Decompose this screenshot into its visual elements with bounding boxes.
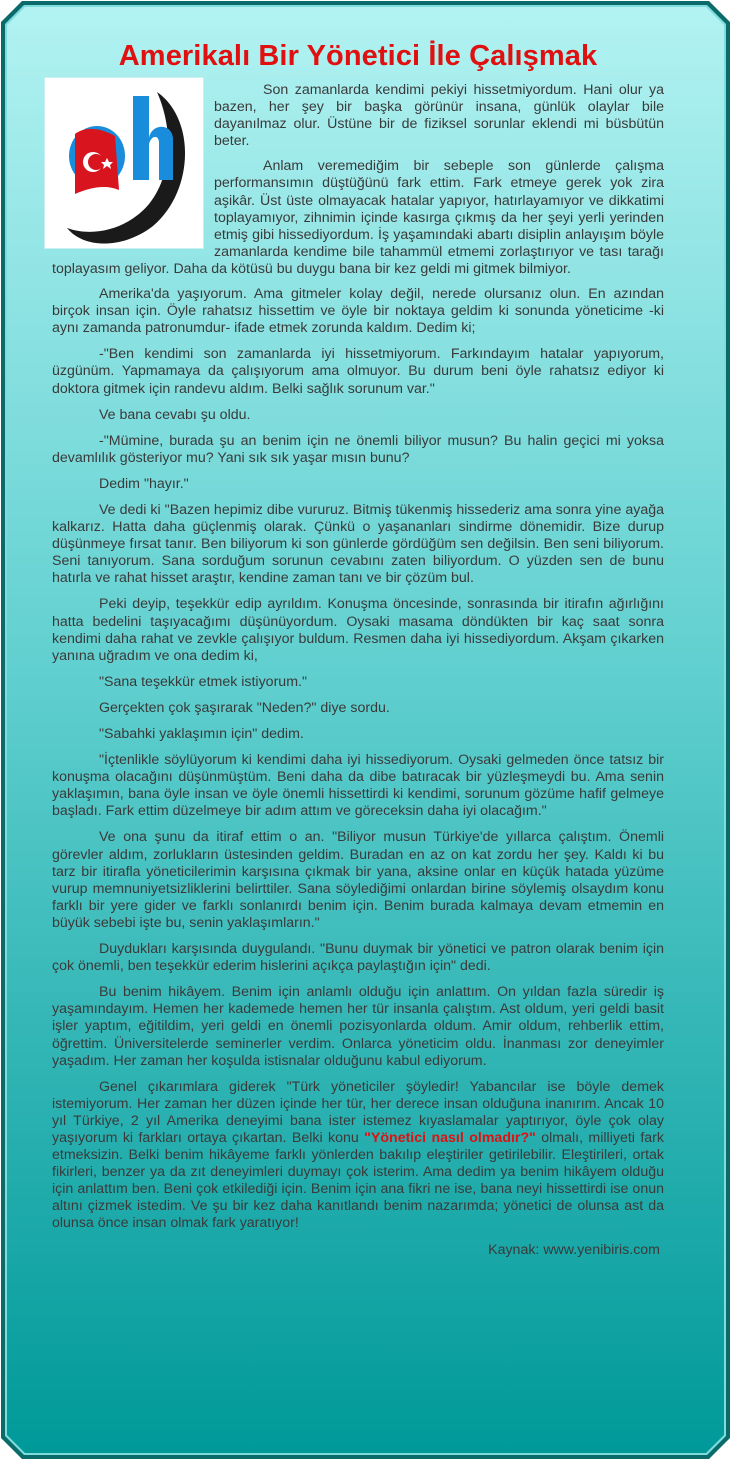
paragraph: -"Mümine, burada şu an benim için ne önemli biliyor musun? Bu halin geçici mi yoksa devamlılık gösteriyor mu? Yani sık sık yaşar mısın bunu? [52,432,664,466]
paragraph: Ve dedi ki "Bazen hepimiz dibe vururuz. Bitmiş tükenmiş hissederiz ama sonra yine ayağa kalkarız. Hatta daha güçlenmiş olarak. Çünkü o yaşananları sindirme dönemidir. Bize durup düşünmeye fırsat tanır. Ben biliyorum ki son günlerde gördüğüm sen değilsin. Ben seni biliyorum. Seni tanıyorum. Sana sorduğum sorunun cevabını zaten biliyordum. O yüzden sen de bunu hatırla ve rahat hisset araştır, kendine zaman tanı ve bir çözüm bul. [52,501,664,587]
dh-logo-icon [44,77,204,249]
highlighted-question: "Yönetici nasıl olmadır?" [364,1129,536,1146]
paragraph: "İçtenlikle söylüyorum ki kendimi daha iyi hissediyorum. Oysaki gelmeden önce tatsız bir konuşma olacağını düşünmüştüm. Beni daha da dibe batıracak bir yüzleşmeydi bu. Ama senin yaklaşımın, bana öyle insan ve öyle önemli hissettirdi ki kendimi, sorunum gözüme hafif gelmeye başladı. Fark ettim düzelmeye bir adım attım ve göreceksin daha iyi olacağım." [52,752,664,820]
paragraph: Son zamanlarda kendimi pekiyi hissetmiyordum. Hani olur ya bazen, her şey bir başka görünür insana, günlük olaylar bile dayanılmaz olur. Üstüne bir de fiziksel sorunlar eklendi mi büsbütün beter. [214,82,664,150]
logo-letter-h-stem [133,96,149,180]
paragraph: Gerçekten çok şaşırarak "Neden?" diye sordu. [99,699,390,716]
paragraph: Ve bana cevabı şu oldu. [99,406,251,423]
paragraph: "Sabahki yaklaşımın için" dedim. [99,726,304,742]
paragraph: Peki deyip, teşekkür edip ayrıldım. Konuşma öncesinde, sonrasında bir itirafın ağırlığını hatta bedelini taşıyacağımı düşünüyordum. Oysaki masama döndükten bir kaç saat sonra kendimi daha rahat ve zevkle çalışıyor buldum. Resmen daha iyi hissediyordum. Akşam çıkarken yanına uğradım ve ona dedim ki, [52,596,664,664]
paragraph: -"Ben kendimi son zamanlarda iyi hissetmiyorum. Farkındayım hatalar yapıyorum, üzgünüm. Yapmamaya da çalışıyorum ama olmuyor. Bu durum beni öyle rahatsız ediyor ki doktora gitmek için randevu aldım. Belki sağlık sorunum var." [52,346,664,397]
paragraph: Bu benim hikâyem. Benim için anlamlı olduğu için anlattım. On yıldan fazla süredir iş yaşamındayım. Hemen her kademede hemen her tür insanla çalıştım. Ast oldum, yeri geldi basit işler yaptım, eğitildim, yeri geldi en önemli pozisyonlarda oldum. Amir oldum, rehberlik ettim, öğrettim. Üniversitelerde seminerler verdim. Onlarca yöneticim oldu. İnanması zor deneyimler yaşadım. Her zaman her koşulda istisnalar olduğunu kabul ediyorum. [52,984,664,1069]
paragraph: Anlam veremediğim bir sebeple son günlerde çalışma performansımın düştüğünü fark ettim. Fark etmeye gerek yok zira aşikâr. Üst üste olmayacak hatalar yapıyor, hatırlayamıyor ve dikkatimi toplayamıyor, zihnimin içinde kasırga çıkmış da her şeyi yerli yerinden etmiş gibi hissediyordum. İş yaşamındaki abartı disiplin anlayışım böyle zamanlarda kendime bile tahammül etmemi zorlaştırıyor ve tası tarağı toplayasım geliyor. Daha da kötüsü bu duygu bana bir kez geldi mi gitmek bilmiyor. [52,158,664,277]
paragraph: Dedim "hayır." [99,475,189,492]
article [52,38,664,1259]
paragraph: Duydukları karşısında duygulandı. "Bunu duymak bir yönetici ve patron olarak benim için çok önemli, ben teşekkür ederim hislerini açıkça paylaştığın için" dedi. [52,941,664,975]
paragraph: Amerika'da yaşıyorum. Ama gitmeler kolay değil, nerede olursanız olun. En azından birçok insan için. Öyle rahatsız hissettim ve öyle bir noktaya geldim ki sonunda yöneticime -ki aynı zamanda patronumdur- ifade etmek zorunda kaldım. Dedim ki; [52,286,664,337]
paragraph-last [52,1079,664,1233]
paragraph: Ve ona şunu da itiraf ettim o an. "Biliyor musun Türkiye'de yıllarca çalıştım. Önemli görevler aldım, zorlukların üstesinden geldim. Buradan en az on kat zordu her şey. Kaldı ki bu tarz bir itirafla yöneticilerimin karşısına çıkmak bir yana, aksine onlar en küçük hatada yüzüme vurup memnuniyetsizliklerini belirttiler. Sana söylediğimi onlardan birine söylemiş olsaydım konu farklı bir yere gider ve farklı sonlanırdı benim için. Benim burada kalmaya devam etmemin en büyük sebebi işte bu, senin yaklaşımların." [52,829,664,931]
logo-letter-h-arch [149,127,173,180]
last-paragraph-text: Genel çıkarımlara giderek "Türk yöneticiler şöyledir! Yabancılar ise böyle demek istemiyorum. Her zaman her düzen içinde her tür, her derece insan olduğuna inanırım. Ancak 10 yıl Türkiye, 2 yıl Amerika deneyimi bana ister istemez kıyaslamalar yaptırıyor, öyle çok olay yaşıyorum ki farkları ortaya çıkartan. Belki konu [52,1078,664,1146]
last-paragraph-text-end: olmalı, milliyeti fark etmeksizin. Belki benim hikâyeme farklı yönlerden bakılıp eleştiriler getirilebilir. Eleştirileri, ortak fikirleri, benzer ya da zıt deneyimleri duymayı çok isterim. Ama dedim ya benim hikâyem olduğu için anlattım ben. Beni çok etkilediği için. Benim için ana fikri ne ise, bana neyi hissettirdi ise onun altını çizmek istedim. Ve şu bir kez daha kanıtlandı benim nazarımda; yönetici de olunsa ast da olunsa önce insan olmak fark yaratıyor! [52,1129,664,1232]
paragraph: "Sana teşekkür etmek istiyorum." [99,673,307,690]
page-title: Amerikalı Bir Yönetici İle Çalışmak [118,40,598,72]
logo-graphic [45,78,203,248]
source-credit: Kaynak: www.yenibiris.com [488,1241,660,1258]
